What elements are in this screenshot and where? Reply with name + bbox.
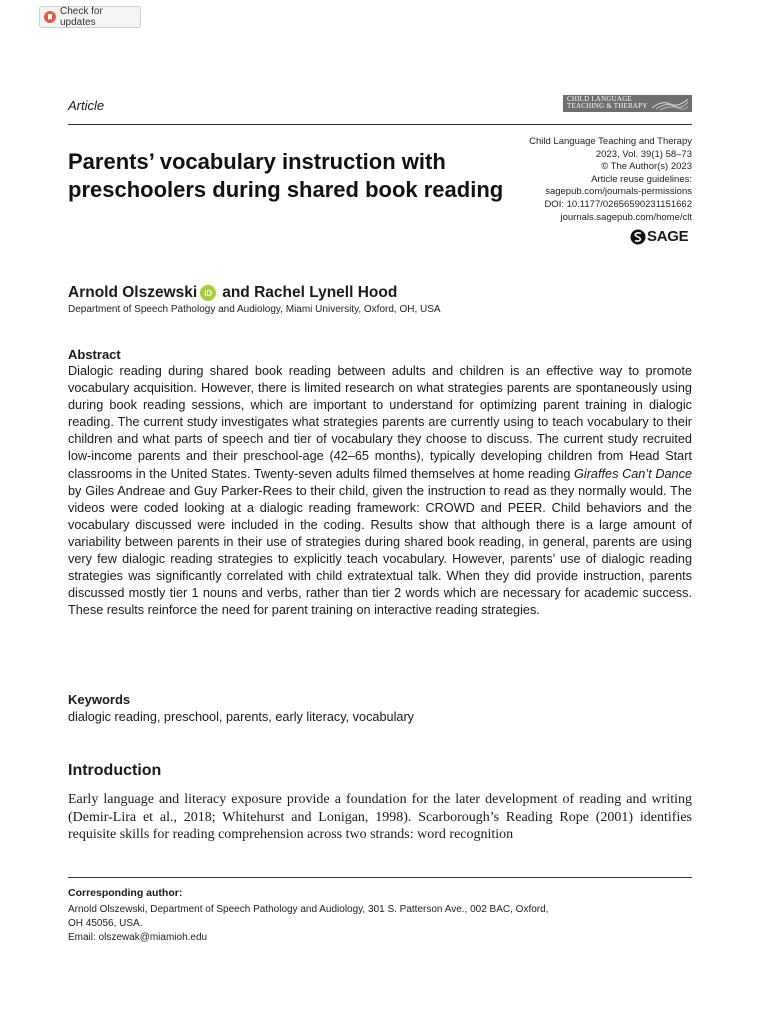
check-for-updates-label: Check for updates xyxy=(60,6,103,28)
corresponding-author-heading: Corresponding author: xyxy=(68,887,183,899)
sage-mark-icon xyxy=(630,229,646,245)
reuse-guidelines: Article reuse guidelines: xyxy=(591,173,692,185)
corresponding-address-line2: OH 45056, USA. xyxy=(68,918,143,929)
sage-logo xyxy=(630,228,688,245)
journal-name: Child Language Teaching and Therapy xyxy=(529,136,692,147)
abstract-book-title: Giraffes Can’t Dance xyxy=(574,466,692,481)
abstract-text-part2: by Giles Andreae and Guy Parker-Rees to their child, given the instruction to read as they normally would. The videos were coded looking at a dialogic reading framework: CROWD and PEER. Child behaviors and the vocabulary discussed were included in the coding. Results show that although there is a large amount of variability between parents in their use of strategies during shared book reading, in general, parents are using very few dialogic reading strategies to explicitly teach vocabulary. However, parents’ use of dialogic reading strategies was significantly correlated with child extratextual talk. When they did provide instruction, parents discussed mostly tier 1 nouns and verbs, rather than tier 2 words which are necessary for academic success. These results reinforce the need for parent training on interactive reading strategies. xyxy=(68,483,692,618)
journal-logo-line2: TEACHING & THERAPY xyxy=(567,102,648,110)
copyright-notice: © The Author(s) 2023 xyxy=(601,161,692,173)
journal-logo-graphic xyxy=(650,96,690,111)
abstract-heading: Abstract xyxy=(68,347,121,362)
footnote-rule xyxy=(68,877,692,878)
author-name-first: Arnold Olszewski xyxy=(68,284,198,301)
doi-link[interactable]: DOI: 10.1177/02656590231151662 xyxy=(544,198,692,210)
author-name-rest: and Rachel Lynell Hood xyxy=(222,284,398,301)
keywords-list: dialogic reading, preschool, parents, early literacy, vocabulary xyxy=(68,710,415,724)
permissions-link[interactable]: sagepub.com/journals-permissions xyxy=(545,186,692,198)
check-for-updates-button[interactable] xyxy=(39,6,141,28)
journal-logo xyxy=(563,95,692,112)
bookmark-icon xyxy=(44,11,56,23)
journal-metadata xyxy=(529,136,692,224)
corresponding-email[interactable]: Email: olszewak@miamioh.edu xyxy=(68,932,208,943)
abstract-text-part1: Dialogic reading during shared book reading between adults and children is an effective way to promote vocabulary acquisition. However, there is limited research on what strategies parents are spontaneously using during book reading sessions, which are important to understand for optimizing parent training in dialogic reading. The current study investigates what strategies parents are currently using to teach vocabulary to their children and what parts of speech and tier of vocabulary they choose to discuss. The current study recruited low-income parents and their preschool-age (42–65 months), typically developing children from Head Start classrooms in the United States. Twenty-seven adults filmed themselves at home reading xyxy=(68,364,692,481)
author-affiliation: Department of Speech Pathology and Audiology, Miami University, Oxford, OH, USA xyxy=(68,304,441,315)
introduction-text: Early language and literacy exposure provide a foundation for the later development of reading and writing (Demir-Lira et al., 2018; Whitehurst and Lonigan, 1998). Scarborough’s Reading Rope (2001) identifies requisite skills for reading comprehension across two strands: word recognition xyxy=(68,792,692,843)
corresponding-author-details xyxy=(68,903,548,945)
journal-homepage-link[interactable]: journals.sagepub.com/home/clt xyxy=(560,211,692,223)
header-rule xyxy=(68,124,692,125)
journal-volume: 2023, Vol. 39(1) 58–73 xyxy=(595,148,692,160)
sage-logo-text: SAGE xyxy=(647,228,689,245)
article-title: Parents’ vocabulary instruction with preschoolers during shared book reading xyxy=(68,149,504,202)
corresponding-address-line1: Arnold Olszewski, Department of Speech Pathology and Audiology, 301 S. Patterson Ave., 002 BAC, Oxford, xyxy=(68,904,549,915)
introduction-heading: Introduction xyxy=(68,762,162,779)
keywords-heading: Keywords xyxy=(68,692,131,707)
journal-logo-line1: CHILD LANGUAGE xyxy=(567,95,632,103)
orcid-icon[interactable]: iD xyxy=(200,285,216,301)
abstract-text xyxy=(68,363,692,619)
author-line xyxy=(68,284,397,302)
article-type-label: Article xyxy=(68,98,105,113)
